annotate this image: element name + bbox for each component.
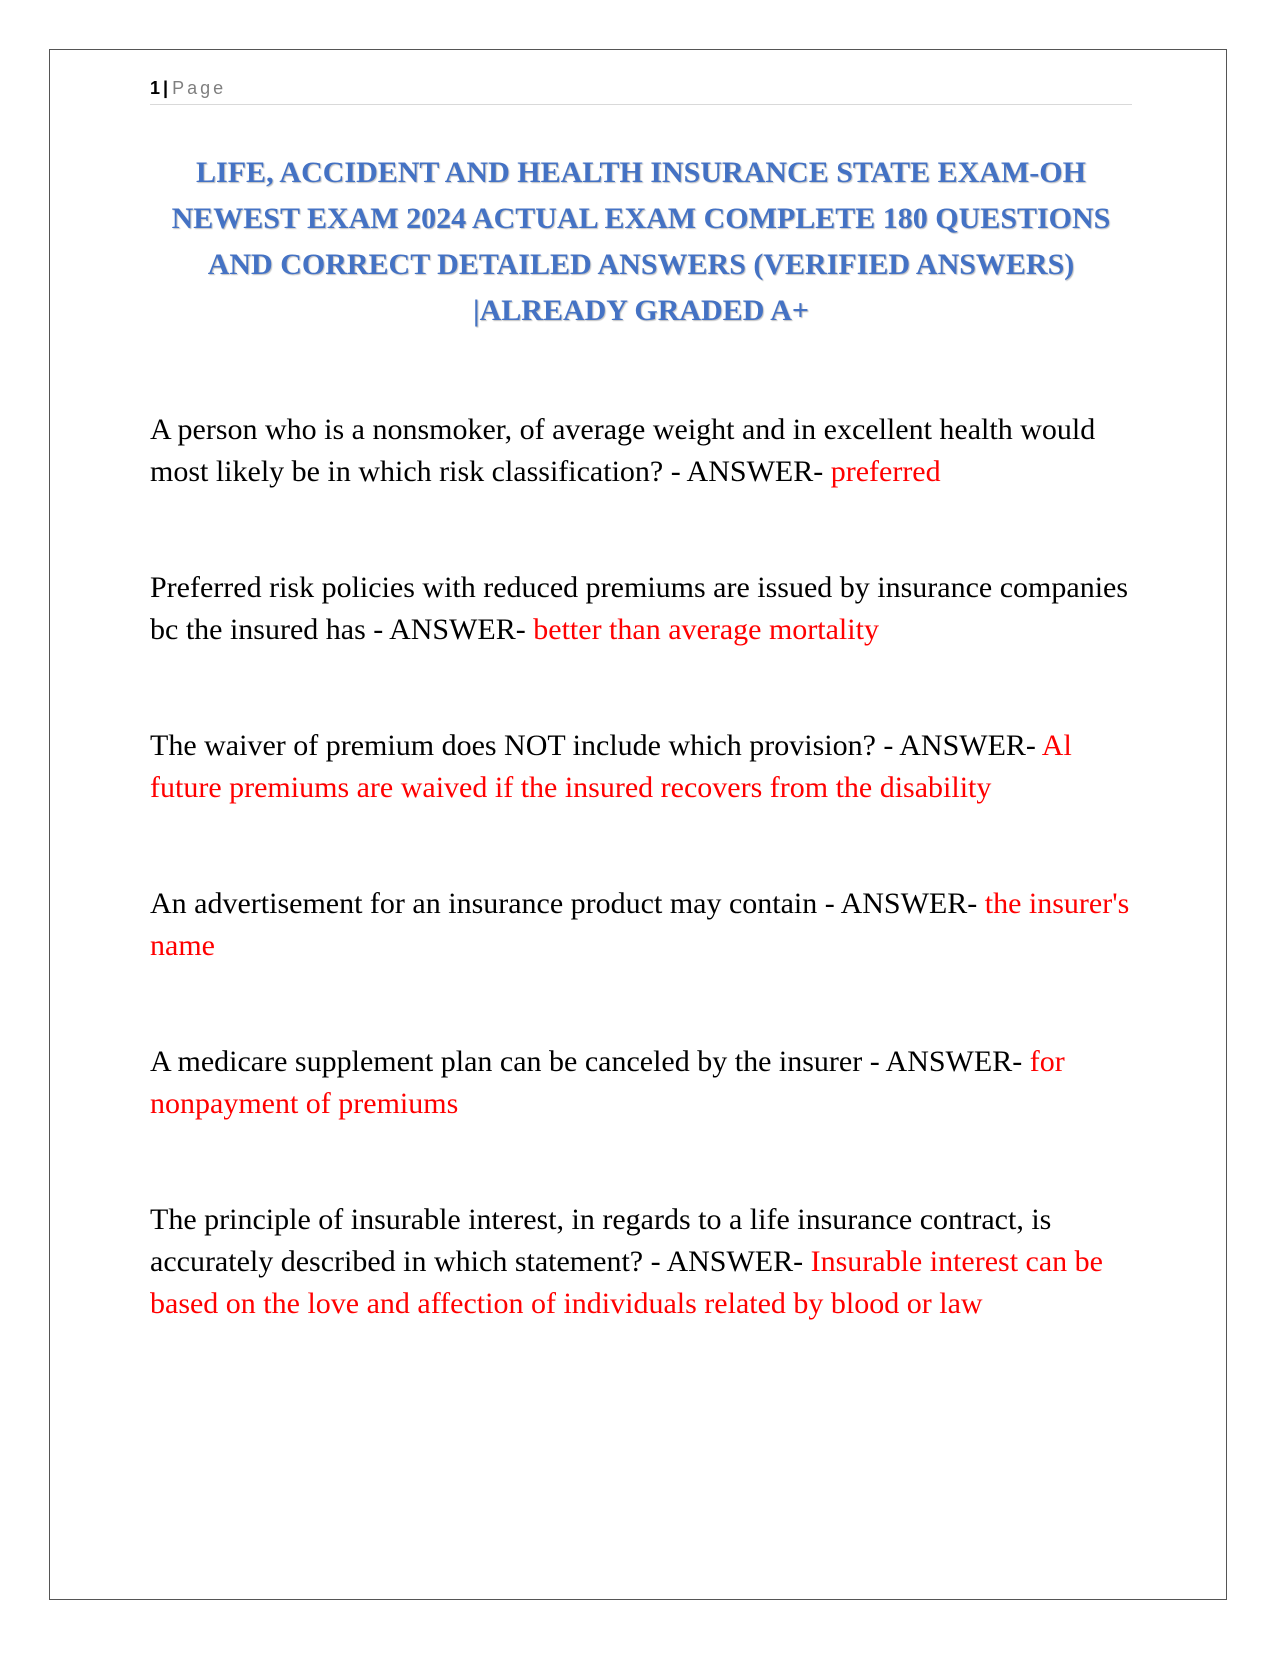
page-label: Page [172,78,227,98]
qa-item [150,1199,1132,1325]
qa-item [150,725,1132,809]
document-title: LIFE, ACCIDENT AND HEALTH INSURANCE STATE EXAM-OH NEWEST EXAM 2024 ACTUAL EXAM COMPLETE 180 QUESTIONS AND CORRECT DETAILED ANSWERS (VERIFIED ANSWERS) |ALREADY GRADED A+ [171,156,1111,327]
page-separator: | [163,78,169,98]
answer-text: Insurable interest can be based on the love and affection of individuals related by blood or law [150,1245,1103,1320]
question-text: Preferred risk policies with reduced premiums are issued by insurance companies bc the insured has - ANSWER- [150,571,1129,646]
question-text: A medicare supplement plan can be canceled by the insurer - ANSWER- [150,1045,1030,1078]
page-number: 1 [150,78,161,98]
answer-text: for nonpayment of premiums [150,1045,1065,1120]
question-text: The principle of insurable interest, in regards to a life insurance contract, is accurately described in which statement? - ANSWER- [150,1203,1052,1278]
question-text: The waiver of premium does NOT include which provision? - ANSWER- [150,729,1042,762]
page-header [150,78,1132,105]
qa-item [150,883,1132,967]
question-text: A person who is a nonsmoker, of average weight and in excellent health would most likely be in which risk classification? - ANSWER- [150,413,1096,488]
qa-item [150,1041,1132,1125]
answer-text: Al future premiums are waived if the insured recovers from the disability [150,729,1072,804]
answer-text: better than average mortality [533,613,879,646]
question-text: An advertisement for an insurance product may contain - ANSWER- [150,887,985,920]
qa-item [150,567,1132,651]
qa-item [150,409,1132,493]
answer-text: preferred [830,455,941,488]
qa-list [150,409,1132,1325]
answer-text: the insurer's name [150,887,1130,962]
